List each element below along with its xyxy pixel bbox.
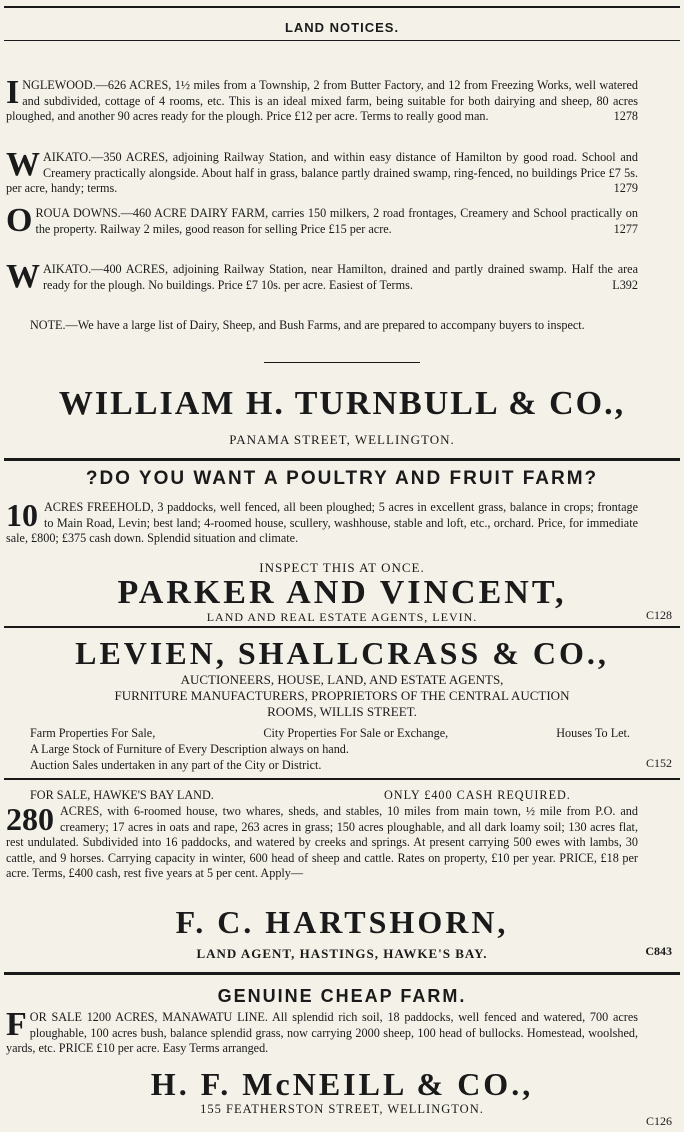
poultry-heading: ?DO YOU WANT A POULTRY AND FRUIT FARM? <box>85 468 599 489</box>
poultry-inspect: INSPECT THIS AT ONCE. <box>259 560 425 575</box>
turnbull-firm-name: WILLIAM H. TURNBULL & CO., <box>58 385 626 422</box>
section-rule <box>4 458 680 461</box>
divider <box>264 362 420 363</box>
turnbull-note: NOTE.—We have a large list of Dairy, Sheep, and Bush Farms, and are prepared to accompany buyers to inspect. <box>30 318 585 332</box>
levien-item: City Properties For Sale or Exchange, <box>263 726 449 740</box>
parker-vincent-sub: LAND AND REAL ESTATE AGENTS, LEVIN. <box>206 610 478 624</box>
hartshorn-ref: C843 <box>645 944 672 958</box>
mcneill-ref: C126 <box>645 1114 672 1128</box>
section-rule <box>4 778 680 780</box>
levien-line2: FURNITURE MANUFACTURERS, PROPRIETORS OF THE CENTRAL AUCTION <box>114 688 570 703</box>
section-rule <box>4 972 680 975</box>
levien-firm-name: LEVIEN, SHALLCRASS & CO., <box>75 635 609 671</box>
mcneill-text: FOR SALE 1200 ACRES, MANAWATU LINE. All splendid rich soil, 18 paddocks, well fenced and watered, 700 acres ploughable, 100 acres bush, balance splendid grass, now carrying 2000 sheep, 100 head of bullocks. Homestead, woolshed, yards, etc. PRICE £10 per acre. Easy Terms arranged. <box>6 1006 638 1056</box>
levien-item: Houses To Let. <box>556 726 630 740</box>
poultry-text: 10 ACRES FREEHOLD, 3 paddocks, well fenced, all been ploughed; 5 acres in excellent grass, balance in crops; frontage to Main Road, Levin; best land; 4-roomed house, scullery, washhouse, stable and loft, etc., orchard. Price, for immediate sale, £800; £375 cash down. Splendid situation and climate. <box>6 497 638 546</box>
levien-items <box>30 726 630 741</box>
hartshorn-name: F. C. HARTSHORN, <box>175 904 509 940</box>
ad-waikato-350: WAIKATO.—350 ACRES, adjoining Railway Station, and within easy distance of Hamilton by good road. School and Creamery practically alongside. About half in grass, balance partly drained swamp, ring-fenced, no buildings Price £7 5s. per acre, handy; terms. 1279 <box>6 146 638 196</box>
ad-waikato-400: WAIKATO.—400 ACRES, adjoining Railway Station, near Hamilton, drained and partly drained swamp. Half the area ready for the plough. No buildings. Price £7 10s. per acre. Easiest of Terms. L392 <box>6 258 638 295</box>
mcneill-address: 155 FEATHERSTON STREET, WELLINGTON. <box>200 1102 484 1116</box>
levien-item: Farm Properties For Sale, <box>30 726 156 740</box>
top-rule <box>4 6 680 8</box>
section-rule <box>4 626 680 628</box>
hartshorn-sale: FOR SALE, HAWKE'S BAY LAND. <box>30 788 214 802</box>
parker-vincent-name: PARKER AND VINCENT, <box>117 574 567 611</box>
hartshorn-sub: LAND AGENT, HASTINGS, HAWKE'S BAY. <box>196 946 488 961</box>
hartshorn-text: 280 ACRES, with 6-roomed house, two whares, sheds, and stables, 10 miles from main town, ½ mile from P.O. and creamery; 17 acres in oats and rape, 263 acres in grass; 150 acres ploughable, and all dark loamy soil; 130 acres flat, rest undulated. Subdivided into 16 paddocks, and watered by creeks and springs. At present carrying 500 ewes with lambs, 30 cattle, and 9 horses. Carrying capacity in winter, 600 head of sheep and cattle. Rates on property, £10 per year. PRICE, £18 per acre. Terms, £400 cash, rest five years at 5 per cent. Apply— <box>6 801 638 881</box>
levien-ref: C152 <box>645 756 672 770</box>
page-title: LAND NOTICES. <box>284 20 400 35</box>
header-rule <box>4 40 680 41</box>
hartshorn-cash: ONLY £400 CASH REQUIRED. <box>384 788 571 802</box>
turnbull-address: PANAMA STREET, WELLINGTON. <box>229 432 455 447</box>
mcneill-name: H. F. McNEILL & CO., <box>150 1066 534 1102</box>
levien-line1: AUCTIONEERS, HOUSE, LAND, AND ESTATE AGENTS, <box>180 672 504 687</box>
levien-auction: Auction Sales undertaken in any part of the City or District. <box>30 758 322 772</box>
ad-oroua-downs: OROUA DOWNS.—460 ACRE DAIRY FARM, carries 150 milkers, 2 road frontages, Creamery and School practically on the property. Railway 2 miles, good reason for selling Price £15 per acre. 1277 <box>6 202 638 239</box>
mcneill-heading: GENUINE CHEAP FARM. <box>217 986 467 1006</box>
ad-inglewood: INGLEWOOD.—626 ACRES, 1½ miles from a Township, 2 from Butter Factory, and 12 from Freezing Works, well watered and subdivided, cottage of 4 rooms, etc. This is an ideal mixed farm, being suitable for both dairying and sheep, 80 acres ploughed, and another 90 acres ready for the plough. Price £12 per acre. Terms to really good man. 1278 <box>6 74 638 124</box>
levien-line3: ROOMS, WILLIS STREET. <box>267 704 417 719</box>
levien-stock: A Large Stock of Furniture of Every Description always on hand. <box>30 742 349 756</box>
poultry-ref: C128 <box>645 608 672 622</box>
